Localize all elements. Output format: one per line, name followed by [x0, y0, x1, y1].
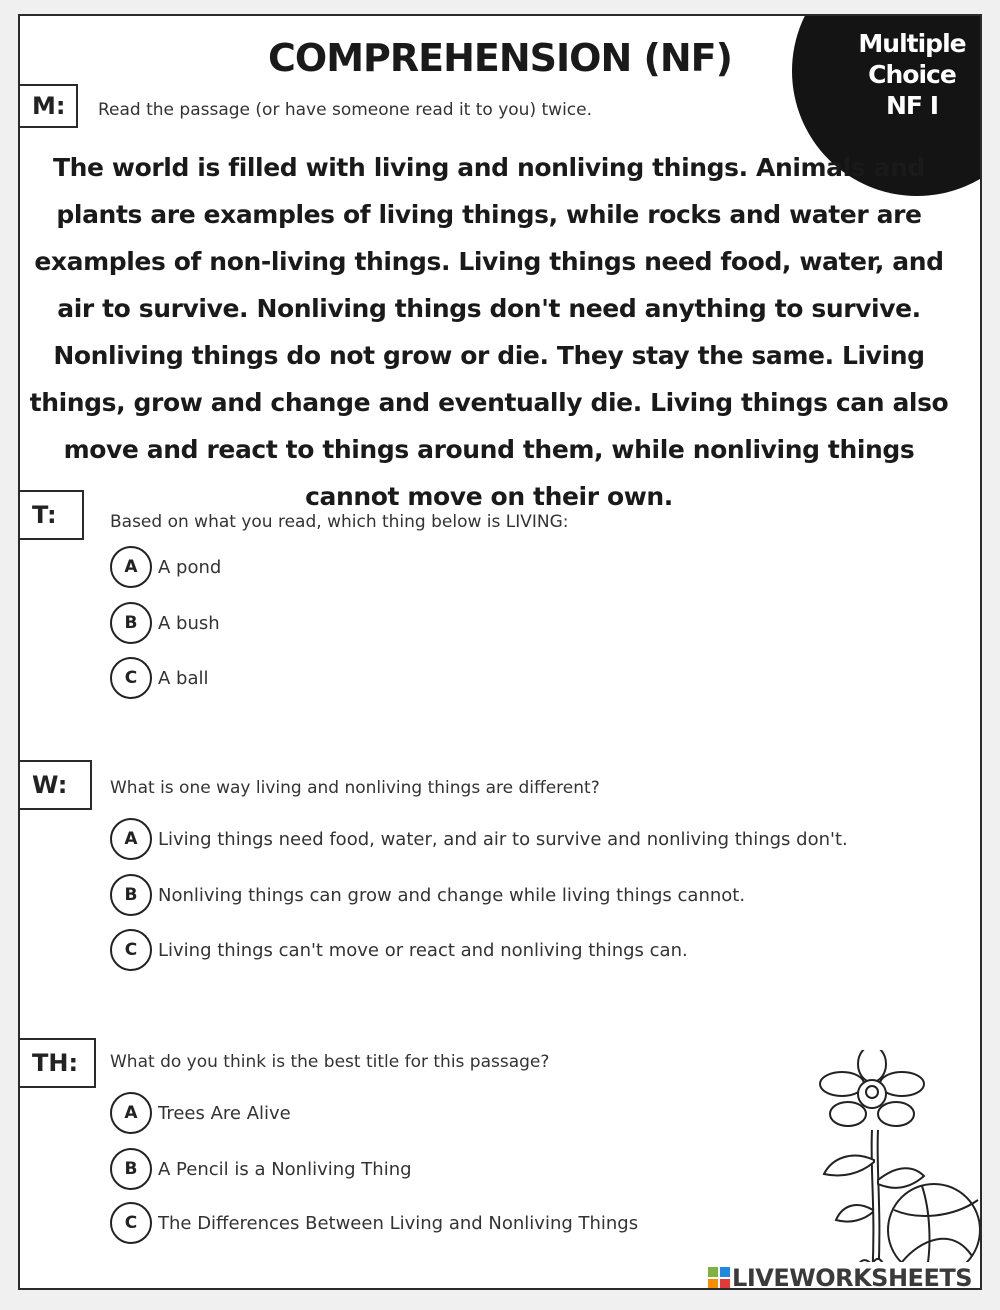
q1-option-a[interactable]: [110, 546, 221, 588]
liveworksheets-logo: [704, 1262, 976, 1290]
section-label-m: [20, 84, 78, 128]
option-text: Nonliving things can grow and change while living things cannot.: [158, 884, 746, 906]
option-text: Living things can't move or react and nonliving things can.: [158, 939, 688, 961]
q1-option-c[interactable]: [110, 657, 209, 699]
option-text: A bush: [158, 612, 220, 634]
section-label-w: [20, 760, 92, 810]
flower-ball-illustration: [802, 1050, 982, 1282]
section-label-t: [20, 490, 84, 540]
answer-bubble[interactable]: C: [110, 1202, 152, 1244]
section-label-w-text: W:: [32, 771, 68, 799]
worksheet-page: [18, 14, 982, 1290]
answer-bubble[interactable]: B: [110, 1148, 152, 1190]
answer-bubble[interactable]: A: [110, 546, 152, 588]
reading-instruction: Read the passage (or have someone read it to you) twice.: [98, 100, 592, 120]
section-label-th-text: TH:: [32, 1049, 79, 1077]
q2-option-c[interactable]: [110, 929, 688, 971]
flower-icon: [820, 1050, 924, 1126]
reading-passage: The world is filled with living and nonliving things. Animals and plants are examples of living things, while rocks and water are examples of non-living things. Living things need food, water, and air to survive. Nonliving things don't need anything to survive. Nonliving things do not grow or die. They stay the same. Living things, grow and change and eventually die. Living things can also move and react to things around them, while nonliving things cannot move on their own.: [29, 153, 949, 511]
q3-option-c[interactable]: [110, 1202, 638, 1244]
answer-bubble[interactable]: B: [110, 602, 152, 644]
option-text: A ball: [158, 667, 209, 689]
option-text: A Pencil is a Nonliving Thing: [158, 1158, 412, 1180]
option-text: A pond: [158, 556, 222, 578]
answer-bubble[interactable]: C: [110, 929, 152, 971]
q3-option-a[interactable]: [110, 1092, 291, 1134]
q3-option-b[interactable]: [110, 1148, 412, 1190]
answer-bubble[interactable]: A: [110, 1092, 152, 1134]
q2-option-a[interactable]: [110, 818, 848, 860]
option-text: Living things need food, water, and air to survive and nonliving things don't.: [158, 828, 848, 850]
question-1: Based on what you read, which thing below is LIVING:: [110, 512, 569, 532]
answer-bubble[interactable]: A: [110, 818, 152, 860]
option-text: Trees Are Alive: [158, 1102, 291, 1124]
q1-option-b[interactable]: [110, 602, 220, 644]
badge-line-2: Choice: [868, 60, 956, 89]
answer-bubble[interactable]: B: [110, 874, 152, 916]
question-2: What is one way living and nonliving things are different?: [110, 778, 600, 798]
section-label-m-text: M:: [32, 92, 66, 120]
liveworksheets-logo-icon: [708, 1267, 730, 1289]
logo-text: LIVEWORKSHEETS: [732, 1264, 972, 1290]
q2-option-b[interactable]: [110, 874, 745, 916]
page-title: COMPREHENSION (NF): [268, 36, 732, 80]
answer-bubble[interactable]: C: [110, 657, 152, 699]
badge-line-1: Multiple: [858, 29, 966, 58]
section-label-t-text: T:: [32, 501, 57, 529]
option-text: The Differences Between Living and Nonliving Things: [158, 1212, 639, 1234]
section-label-th: [20, 1038, 96, 1088]
badge-line-3: NF I: [885, 91, 938, 120]
question-3: What do you think is the best title for this passage?: [110, 1052, 550, 1072]
